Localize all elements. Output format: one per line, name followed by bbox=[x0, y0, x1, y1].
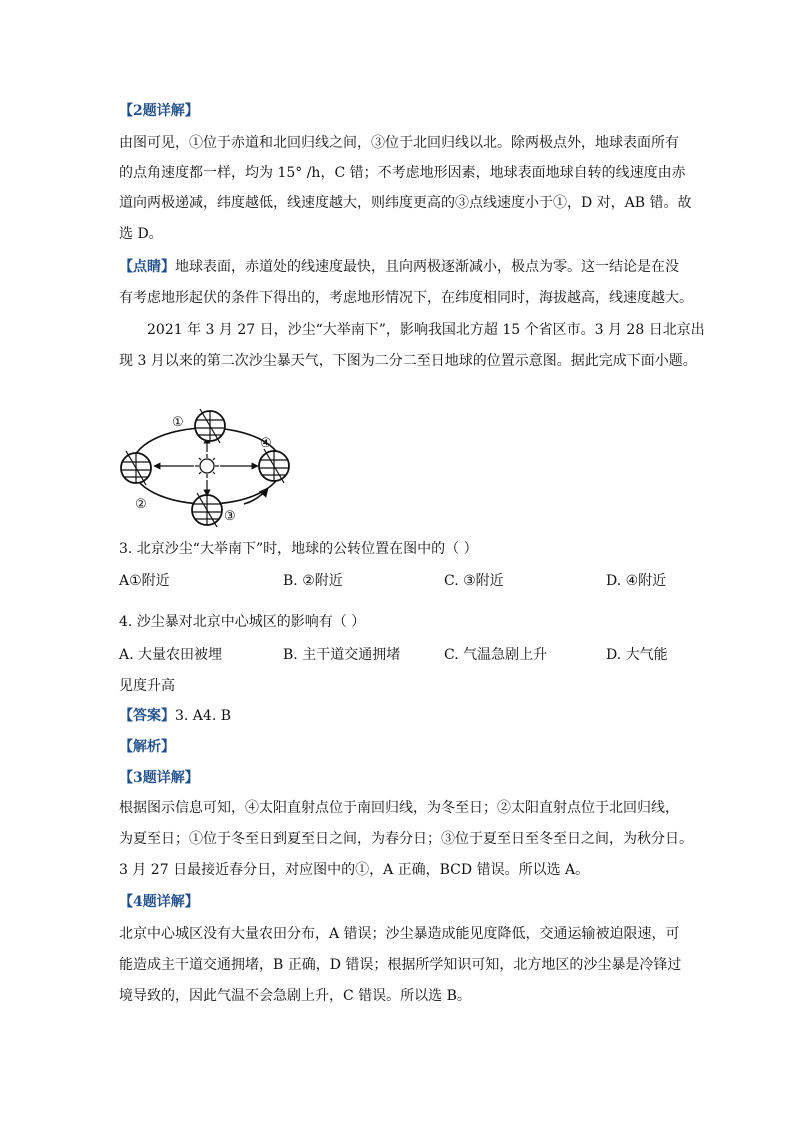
q4-stem: 4. 沙尘暴对北京中心城区的影响有（ ） bbox=[119, 614, 366, 630]
tip-line-1 bbox=[119, 257, 679, 277]
diagram-label: ① bbox=[172, 415, 184, 430]
analysis-heading: 【解析】 bbox=[119, 739, 175, 755]
q4-option-d-continuation: 见度升高 bbox=[119, 678, 175, 694]
section2-line: 的点角速度都一样，均为 15° /h，C 错；不考虑地形因素，地球表面地球自转的线速度由赤 bbox=[119, 165, 686, 181]
q4-option-b: B. 主干道交通拥堵 bbox=[283, 647, 401, 663]
section2-line: 道向两极递减，纬度越低，线速度越大，则纬度更高的③点线速度小于①，D 对，AB 错。故 bbox=[119, 195, 692, 211]
section2-line: 选 D。 bbox=[119, 226, 163, 242]
earth-icon bbox=[121, 451, 151, 485]
section4-line: 境导致的，因此气温不会急剧上升，C 错误。所以选 B。 bbox=[119, 988, 471, 1004]
intro-line-2: 现 3 月以来的第二次沙尘暴天气，下图为二分二至日地球的位置示意图。据此完成下面小题。 bbox=[119, 353, 697, 369]
earth-icon bbox=[259, 449, 289, 483]
earth-orbit-diagram bbox=[110, 404, 310, 530]
q4-option-a: A. 大量农田被埋 bbox=[119, 647, 223, 663]
q3-option-a: A①附近 bbox=[119, 573, 170, 589]
q4-option-c: C. 气温急剧上升 bbox=[444, 647, 548, 663]
tip-line-2: 有考虑地形起伏的条件下得出的，考虑地形情况下，在纬度相同时，海拔越高，线速度越大。 bbox=[119, 290, 693, 306]
section4-line: 能造成主干道交通拥堵，B 正确，D 错误；根据所学知识可知，北方地区的沙尘暴是冷锋过 bbox=[119, 957, 682, 973]
q4-option-d: D. 大气能 bbox=[606, 647, 668, 663]
sun-icon bbox=[195, 454, 219, 478]
section3-line: 3 月 27 日最接近春分日，对应图中的①，A 正确，BCD 错误。所以选 A。 bbox=[119, 862, 590, 878]
diagram-label: ④ bbox=[260, 436, 272, 451]
answer-line bbox=[119, 706, 231, 726]
section3-line: 根据图示信息可知，④太阳直射点位于南回归线，为冬至日；②太阳直射点位于北回归线， bbox=[119, 800, 679, 816]
answer-heading: 【答案】 bbox=[119, 708, 175, 724]
intro-line-1: 2021 年 3 月 27 日，沙尘“大举南下”，影响我国北方超 15 个省区市。3 月 28 日北京出 bbox=[147, 322, 705, 338]
diagram-label: ② bbox=[135, 497, 147, 512]
section4-heading: 【4题详解】 bbox=[119, 894, 199, 910]
section2-heading: 【2题详解】 bbox=[119, 103, 199, 119]
q3-option-d: D. ④附近 bbox=[606, 573, 667, 589]
section4-line: 北京中心城区没有大量农田分布，A 错误；沙尘暴造成能见度降低，交通运输被迫限速，可 bbox=[119, 926, 680, 942]
tip-text: 地球表面，赤道处的线速度最快，且向两极逐渐减小，极点为零。这一结论是在没 bbox=[175, 259, 679, 275]
diagram-label: ③ bbox=[224, 509, 236, 524]
answer-text: 3. A4. B bbox=[175, 708, 232, 724]
earth-icon bbox=[195, 409, 225, 443]
tip-heading: 【点睛】 bbox=[119, 259, 175, 275]
earth-icon bbox=[192, 493, 222, 527]
section2-line: 由图可见，①位于赤道和北回归线之间，③位于北回归线以北。除两极点外，地球表面所有 bbox=[119, 135, 679, 151]
q3-stem: 3. 北京沙尘“大举南下”时，地球的公转位置在图中的（ ） bbox=[119, 541, 478, 557]
section3-line: 为夏至日；①位于冬至日到夏至日之间，为春分日；③位于夏至日至冬至日之间，为秋分日。 bbox=[119, 831, 693, 847]
q3-option-b: B. ②附近 bbox=[283, 573, 343, 589]
section3-heading: 【3题详解】 bbox=[119, 770, 199, 786]
q3-option-c: C. ③附近 bbox=[444, 573, 504, 589]
